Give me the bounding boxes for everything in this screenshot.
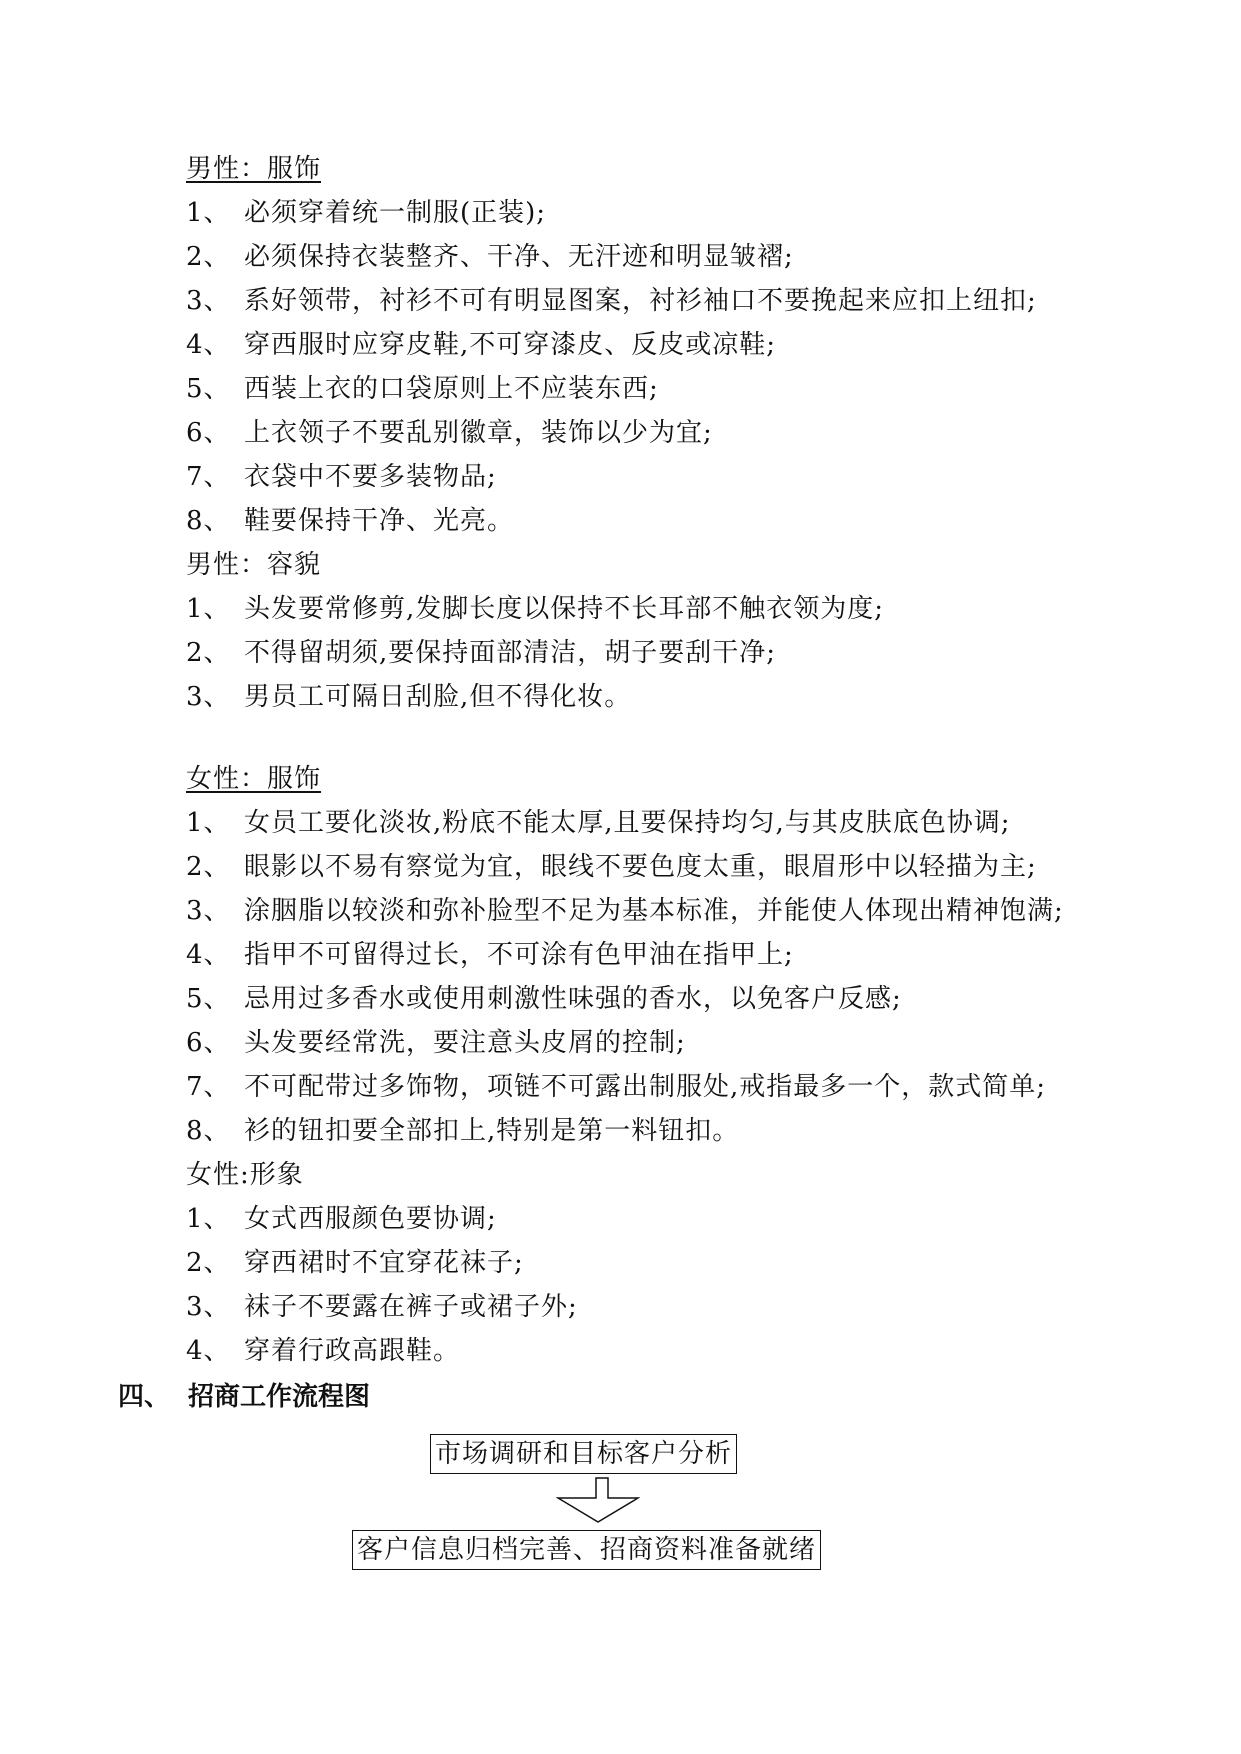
list-item-text: 女员工要化淡妆,粉底不能太厚,且要保持均匀,与其皮肤底色协调; (244, 808, 1011, 838)
list-item-number: 4、 (186, 330, 231, 360)
list-item-number: 3、 (186, 286, 231, 316)
list-item-text: 涂胭脂以较淡和弥补脸型不足为基本标准，并能使人体现出精神饱满; (244, 896, 1064, 926)
list-item-text: 头发要常修剪,发脚长度以保持不长耳部不触衣领为度; (244, 594, 885, 624)
list-item (186, 1026, 686, 1060)
list-item-text: 衫的钮扣要全部扣上,特别是第一料钮扣。 (244, 1116, 740, 1146)
list-item-text: 忌用过多香水或使用刺激性味强的香水，以免客户反感; (244, 984, 902, 1014)
list-item (186, 1290, 578, 1324)
flowchart-step-market-research: 市场调研和目标客户分析 (430, 1434, 737, 1474)
list-item-number: 4、 (186, 1336, 231, 1366)
list-item (186, 1334, 460, 1368)
list-item (186, 504, 514, 538)
list-item (186, 680, 631, 714)
list-item-text: 头发要经常洗，要注意头皮屑的控制; (244, 1028, 686, 1058)
list-item-number: 2、 (186, 1248, 231, 1278)
list-item (186, 1202, 497, 1236)
list-item-number: 1、 (186, 808, 231, 838)
list-item-number: 7、 (186, 1072, 231, 1102)
list-item (186, 938, 794, 972)
list-item-number: 1、 (186, 594, 231, 624)
list-item-text: 上衣领子不要乱别徽章，装饰以少为宜; (244, 418, 713, 448)
list-item (186, 460, 497, 494)
list-item-text: 女式西服颜色要协调; (244, 1204, 497, 1234)
list-item-text: 眼影以不易有察觉为宜，眼线不要色度太重，眼眉形中以轻描为主; (244, 852, 1037, 882)
list-item-text: 穿西服时应穿皮鞋,不可穿漆皮、反皮或凉鞋; (244, 330, 777, 360)
list-item-number: 5、 (186, 374, 231, 404)
list-item-text: 衣袋中不要多装物品; (244, 462, 497, 492)
list-item (186, 1246, 524, 1280)
list-item-text: 鞋要保持干净、光亮。 (244, 506, 515, 536)
list-item-text: 必须保持衣装整齐、干净、无汗迹和明显皱褶; (244, 242, 794, 272)
list-item-number: 2、 (186, 638, 231, 668)
list-item (186, 850, 1037, 884)
list-item-number: 5、 (186, 984, 231, 1014)
section-heading (118, 1380, 370, 1414)
list-item-text: 穿着行政高跟鞋。 (244, 1336, 461, 1366)
list-item (186, 982, 902, 1016)
list-item-text: 指甲不可留得过长，不可涂有色甲油在指甲上; (244, 940, 794, 970)
list-item (186, 894, 1064, 928)
flow-arrow-down-icon (556, 1476, 640, 1524)
list-item-number: 2、 (186, 242, 231, 272)
list-item-number: 2、 (186, 852, 231, 882)
list-item-text: 穿西裙时不宜穿花袜子; (244, 1248, 524, 1278)
list-item-text: 西装上衣的口袋原则上不应装东西; (244, 374, 659, 404)
list-item-text: 不得留胡须,要保持面部清洁，胡子要刮干净; (244, 638, 777, 668)
female-attire-heading: 女性：服饰 (186, 764, 322, 794)
list-item (186, 416, 713, 450)
list-item-number: 3、 (186, 1292, 231, 1322)
list-item-number: 6、 (186, 1028, 231, 1058)
female-image-heading: 女性:形象 (186, 1160, 304, 1190)
section-title: 招商工作流程图 (188, 1382, 371, 1412)
list-item (186, 1114, 739, 1148)
list-item (186, 1070, 1046, 1104)
list-item (186, 284, 1037, 318)
list-item-text: 不可配带过多饰物，项链不可露出制服处,戒指最多一个，款式简单; (244, 1072, 1047, 1102)
list-item-number: 3、 (186, 682, 231, 712)
list-item-number: 8、 (186, 506, 231, 536)
list-item (186, 806, 1011, 840)
list-item (186, 372, 659, 406)
list-item (186, 240, 794, 274)
male-attire-heading: 男性：服饰 (186, 154, 322, 184)
list-item-text: 系好领带，衬衫不可有明显图案，衬衫袖口不要挽起来应扣上纽扣; (244, 286, 1037, 316)
male-appearance-heading: 男性：容貌 (186, 550, 322, 580)
list-item-text: 必须穿着统一制服(正装); (244, 198, 547, 228)
list-item-number: 8、 (186, 1116, 231, 1146)
list-item (186, 328, 776, 362)
section-number: 四、 (118, 1382, 171, 1412)
flowchart-step-customer-info: 客户信息归档完善、招商资料准备就绪 (352, 1530, 821, 1570)
list-item-text: 男员工可隔日刮脸,但不得化妆。 (244, 682, 632, 712)
list-item (186, 196, 546, 230)
list-item-number: 4、 (186, 940, 231, 970)
list-item (186, 592, 884, 626)
list-item-number: 1、 (186, 198, 231, 228)
list-item-number: 1、 (186, 1204, 231, 1234)
list-item-number: 7、 (186, 462, 231, 492)
list-item-text: 袜子不要露在裤子或裙子外; (244, 1292, 578, 1322)
list-item-number: 6、 (186, 418, 231, 448)
list-item (186, 636, 776, 670)
list-item-number: 3、 (186, 896, 231, 926)
